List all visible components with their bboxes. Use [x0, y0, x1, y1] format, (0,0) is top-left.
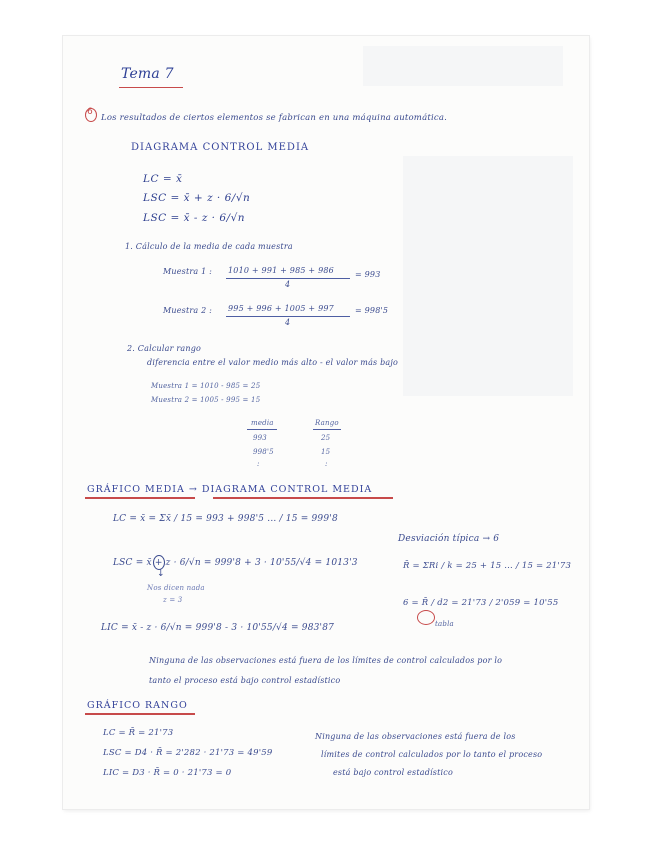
z-circle: [153, 555, 165, 570]
muestra1-denominator: 4: [285, 280, 291, 289]
formula-lic: LSC = x̄ - z · 6/√n: [143, 212, 246, 224]
table-cell: 25: [321, 434, 331, 442]
table-cell: 993: [253, 434, 267, 442]
grafico-rango-conclusion-1: Ninguna de las observaciones está fuera de los: [315, 732, 516, 741]
title-underline: [119, 87, 183, 88]
table-header-media: media: [251, 419, 274, 427]
step1-label: 1. Cálculo de la media de cada muestra: [125, 242, 293, 251]
grafico-rango-conclusion-3: está bajo control estadístico: [333, 768, 453, 777]
bleed-through-area: [403, 156, 573, 396]
formula-lc: LC = x̄: [143, 173, 183, 185]
diagrama-control-underline: [213, 497, 393, 499]
grafico-rango-conclusion-2: límites de control calculados por lo tanto el proceso: [321, 750, 543, 759]
muestra1-result: = 993: [355, 270, 381, 279]
grafico-media-header: GRÁFICO MEDIA → DIAGRAMA CONTROL MEDIA: [87, 484, 373, 495]
muestra2-result: = 998'5: [355, 306, 389, 315]
grafico-rango-lsc: LSC = D4 · R̄ = 2'282 · 21'73 = 49'59: [103, 748, 273, 758]
rango2-line: Muestra 2 = 1005 - 995 = 15: [151, 396, 261, 404]
grafico-media-lc: LC = x̄ = Σx̄ / 15 = 993 + 998'5 ... / 15 = 999'8: [113, 514, 338, 524]
grafico-media-underline: [85, 497, 195, 499]
step2-description: diferencia entre el valor medio más alto - el valor más bajo: [147, 358, 399, 367]
grafico-media-conclusion-2: tanto el proceso está bajo control estadístico: [149, 676, 341, 685]
muestra1-label: Muestra 1 :: [163, 267, 213, 276]
grafico-media-lic: LIC = x̄ - z · 6/√n = 999'8 - 3 · 10'55/√4 = 983'87: [101, 623, 335, 633]
desviacion-rbar: R̄ = ΣRi / k = 25 + 15 ... / 15 = 21'73: [403, 561, 572, 571]
muestra2-denominator: 4: [285, 318, 291, 327]
muestra2-numerator: 995 + 996 + 1005 + 997: [228, 304, 334, 313]
table-cell: 998'5: [253, 448, 274, 456]
formula-lsc: LSC = x̄ + z · 6/√n: [143, 192, 251, 204]
table-header-rango: Rango: [315, 419, 339, 427]
grafico-media-note-1: Nos dicen nada: [147, 584, 205, 592]
grafico-media-note-2: z = 3: [163, 596, 183, 604]
grafico-media-conclusion-1: Ninguna de las observaciones está fuera de los límites de control calculados por lo: [149, 656, 503, 665]
muestra2-label: Muestra 2 :: [163, 306, 213, 315]
grafico-rango-lc: LC = R̄ = 21'73: [103, 728, 174, 738]
table-cell: 15: [321, 448, 331, 456]
table-header-rule: [313, 429, 341, 430]
page-title: Tema 7: [121, 66, 174, 82]
grafico-rango-lic: LIC = D3 · R̄ = 0 · 21'73 = 0: [103, 768, 232, 778]
grafico-media-lsc: LSC = x̄ + z · 6/√n = 999'8 + 3 · 10'55/√4 = 1013'3: [113, 558, 358, 568]
fraction-bar: [226, 278, 350, 279]
table-cell: :: [325, 460, 328, 468]
bleed-through-area: [363, 46, 563, 86]
d2-circle: [417, 610, 435, 625]
notebook-page: [63, 36, 589, 809]
step2-label: 2. Calcular rango: [127, 344, 202, 353]
intro-text: Los resultados de ciertos elementos se fabrican en una máquina automática.: [101, 113, 447, 123]
tabla-note: tabla: [435, 620, 454, 628]
grafico-rango-header: GRÁFICO RANGO: [87, 700, 188, 711]
desviacion-sigma: 6 = R̄ / d2 = 21'73 / 2'059 = 10'55: [403, 598, 559, 608]
desviacion-label: Desviación típica → 6: [398, 534, 500, 544]
muestra1-numerator: 1010 + 991 + 985 + 986: [228, 266, 334, 275]
table-header-rule: [247, 429, 277, 430]
problem-number-mark: 6: [87, 107, 93, 117]
arrow-down-icon: ↓: [157, 569, 165, 579]
section-header: DIAGRAMA CONTROL MEDIA: [131, 142, 310, 153]
table-cell: :: [257, 460, 260, 468]
fraction-bar: [226, 316, 350, 317]
grafico-rango-underline: [85, 713, 195, 715]
rango1-line: Muestra 1 = 1010 - 985 = 25: [151, 382, 261, 390]
